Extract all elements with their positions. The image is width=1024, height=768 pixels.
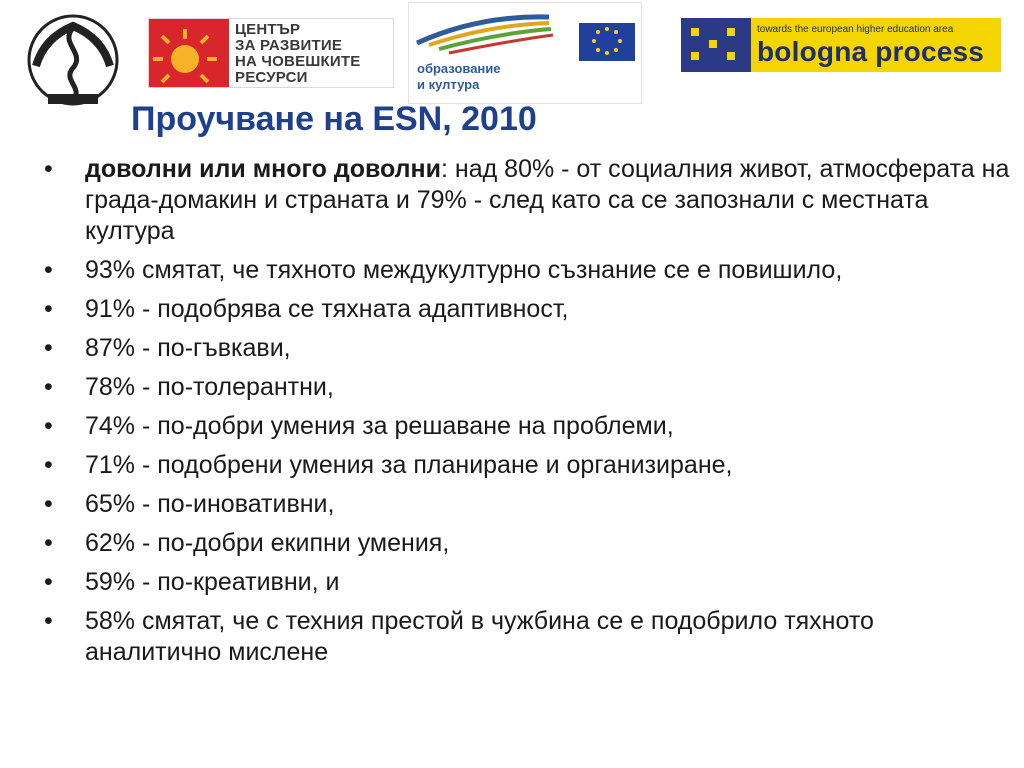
bullet-text: 74% - по-добри умения за решаване на проблеми, [85, 412, 674, 440]
bullet-text: 78% - по-толерантни, [85, 373, 334, 401]
eac-text [417, 61, 501, 93]
bullet-item [44, 567, 1014, 598]
hrdc-line: НА ЧОВЕШКИТЕ [235, 53, 361, 70]
bullet-text: : над 80% - от социалния живот, атмосферата на града-домакин и страната и 79% - след като са се запознали с местната култура [85, 155, 1010, 245]
bullet-text: 65% - по-иновативни, [85, 490, 335, 518]
university-seal-logo [14, 8, 132, 112]
bullet-dot-icon: • [44, 451, 53, 479]
hrdc-line: ЗА РАЗВИТИЕ [235, 37, 343, 54]
bologna-cross-icon [681, 18, 751, 72]
bullet-dot-icon: • [44, 295, 53, 323]
bullet-item [44, 255, 1014, 286]
bullet-item [44, 333, 1014, 364]
bullet-text: 91% - подобрява се тяхната адаптивност, [85, 295, 569, 323]
bullet-text: 58% смятат, че с техния престой в чужбина се е подобрило тяхното аналитично мислене [85, 607, 874, 666]
bullet-dot-icon: • [44, 490, 53, 518]
bologna-process-logo [681, 18, 1001, 72]
slide-title: Проучване на ESN, 2010 [131, 100, 537, 138]
bullet-item [44, 411, 1014, 442]
bullet-dot-icon: • [44, 256, 53, 284]
hrdc-sun-icon [149, 19, 229, 87]
bullet-bold-text: доволни или много доволни [85, 155, 442, 183]
bullet-item [44, 606, 1014, 668]
hrdc-line: РЕСУРСИ [235, 69, 308, 86]
bologna-tagline: towards the european higher education area [757, 24, 954, 35]
hrdc-line: ЦЕНТЪР [235, 21, 301, 38]
bullet-item [44, 154, 1014, 247]
bullet-text: 93% смятат, че тяхното междукултурно съзнание се е повишило, [85, 256, 843, 284]
bullet-dot-icon: • [44, 155, 53, 183]
bullet-item [44, 294, 1014, 325]
bullet-list [44, 154, 1014, 676]
bullet-dot-icon: • [44, 607, 53, 635]
eac-line: и култура [417, 77, 480, 92]
bullet-dot-icon: • [44, 529, 53, 557]
bullet-dot-icon: • [44, 373, 53, 401]
hrdc-text [235, 22, 360, 86]
education-culture-logo [408, 2, 642, 104]
bullet-dot-icon: • [44, 412, 53, 440]
bullet-item [44, 489, 1014, 520]
bullet-item [44, 372, 1014, 403]
bullet-item [44, 528, 1014, 559]
bullet-dot-icon: • [44, 568, 53, 596]
eac-line: образование [417, 61, 501, 76]
bullet-text: 59% - по-креативни, и [85, 568, 340, 596]
bullet-text: 71% - подобрени умения за планиране и организиране, [85, 451, 733, 479]
bologna-name: bologna process [757, 36, 985, 67]
bullet-text: 87% - по-гъвкави, [85, 334, 291, 362]
hrdc-logo [148, 18, 394, 88]
bullet-dot-icon: • [44, 334, 53, 362]
bullet-text: 62% - по-добри екипни умения, [85, 529, 450, 557]
bullet-item [44, 450, 1014, 481]
